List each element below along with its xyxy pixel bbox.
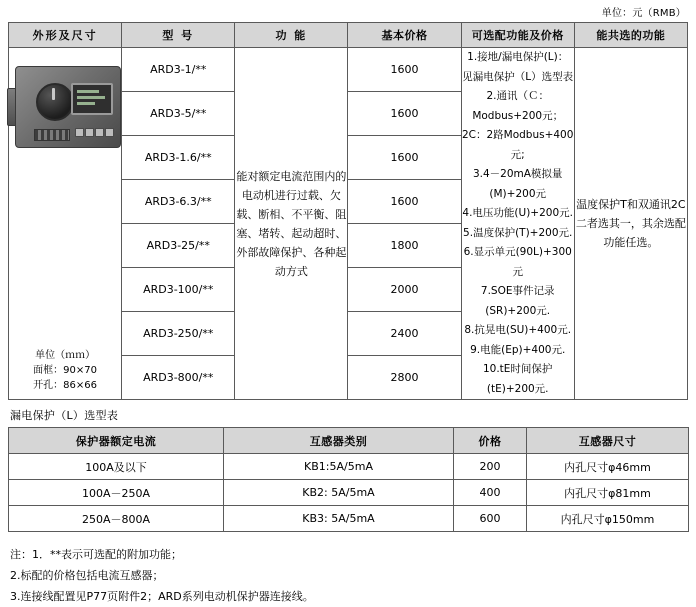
footnotes [8,532,688,607]
leak-cell-current: 100A及以下 [9,454,224,480]
product-spec-table [8,22,688,400]
function-cell: 能对额定电流范围内的电动机进行过载、欠载、断相、不平衡、阻塞、堵转、起动超时、外部故障保护、各种起动方式 [235,48,348,400]
product-image-cell [9,48,122,400]
option-line: 5.温度保护(T)+200元. [463,226,573,239]
leak-cell-ct-type: KB1:5A/5mA [224,454,454,480]
option-line: 3.4－20mA模拟量(M)+200元 [472,168,563,200]
option-line: 6.显示单元(90L)+300元 [463,246,572,278]
option-line: 4.电压功能(U)+200元. [462,207,573,219]
footnote-line: 3.连接线配置见P77页附件2；ARD系列电动机保护器连接线。 [10,590,314,603]
price-cell: 1600 [348,92,461,136]
leak-cell-price: 400 [454,480,527,506]
leak-cell-price: 600 [454,506,527,532]
leak-cell-ct-type: KB3: 5A/5mA [224,506,454,532]
leak-header-row [9,428,689,454]
model-cell: ARD3-1/** [122,48,235,92]
table-row [9,48,688,92]
price-cell: 1600 [348,48,461,92]
table-row [9,480,689,506]
table-header-row [9,23,688,48]
option-line: 2C：2路Modbus+400元; [461,129,574,161]
model-cell: ARD3-6.3/** [122,180,235,224]
option-line: 10.tE时间保护(tE)+200元. [482,363,553,395]
leak-cell-ct-type: KB2: 5A/5mA [224,480,454,506]
header-options: 可选配功能及价格 [461,23,574,48]
shared-functions-cell: 温度保护T和双通讯2C二者选其一，其余选配功能任选。 [574,48,687,400]
model-cell: ARD3-25/** [122,224,235,268]
leak-table-title: 漏电保护（L）选型表 [10,409,119,422]
model-cell: ARD3-800/** [122,356,235,400]
model-cell: ARD3-1.6/** [122,136,235,180]
dimension-line-3: 开孔：86×66 [33,380,97,391]
leakage-protection-table [8,427,689,532]
header-base-price: 基本价格 [348,23,461,48]
price-cell: 1800 [348,224,461,268]
price-cell: 1600 [348,180,461,224]
option-line: 1.接地/漏电保护(L)： [467,51,569,63]
price-cell: 1600 [348,136,461,180]
leak-header-ct-type: 互感器类别 [224,428,454,454]
motor-protector-device-icon [7,62,123,150]
price-cell: 2000 [348,268,461,312]
header-function: 功 能 [235,23,348,48]
dimension-line-1: 单位（ｍｍ） [35,350,96,361]
leak-cell-current: 100A－250A [9,480,224,506]
leak-header-price: 价格 [454,428,527,454]
leak-cell-ct-size: 内孔尺寸φ81mm [527,480,689,506]
header-shared-functions: 能共选的功能 [574,23,687,48]
leak-cell-price: 200 [454,454,527,480]
header-model: 型 号 [122,23,235,48]
footnote-line: 2.标配的价格包括电流互感器； [10,569,164,582]
footnote-line: 注：1．**表示可选配的附加功能； [10,548,182,561]
header-dimensions: 外形及尺寸 [9,23,122,48]
leak-cell-ct-size: 内孔尺寸φ150mm [527,506,689,532]
model-cell: ARD3-100/** [122,268,235,312]
model-cell: ARD3-5/** [122,92,235,136]
option-line: 见漏电保护（L）选型表 [462,70,574,83]
dimension-text [9,348,121,393]
options-cell [461,48,574,400]
option-line: 9.电能(Ep)+400元. [470,343,566,356]
option-line: 2.通讯（Ｃ：Modbus+200元； [472,90,564,122]
model-cell: ARD3-250/** [122,312,235,356]
leak-header-current: 保护器额定电流 [9,428,224,454]
table-row [9,454,689,480]
option-line: 8.抗晃电(SU)+400元. [464,324,572,336]
option-line: 7.SOE事件记录(SR)+200元. [480,285,555,317]
unit-note: 单位：元（RMB） [601,8,686,19]
leak-header-ct-size: 互感器尺寸 [527,428,689,454]
dimension-line-2: 面框：90×70 [33,365,97,376]
leak-cell-ct-size: 内孔尺寸φ46mm [527,454,689,480]
price-cell: 2800 [348,356,461,400]
leak-cell-current: 250A－800A [9,506,224,532]
table-row [9,506,689,532]
price-cell: 2400 [348,312,461,356]
